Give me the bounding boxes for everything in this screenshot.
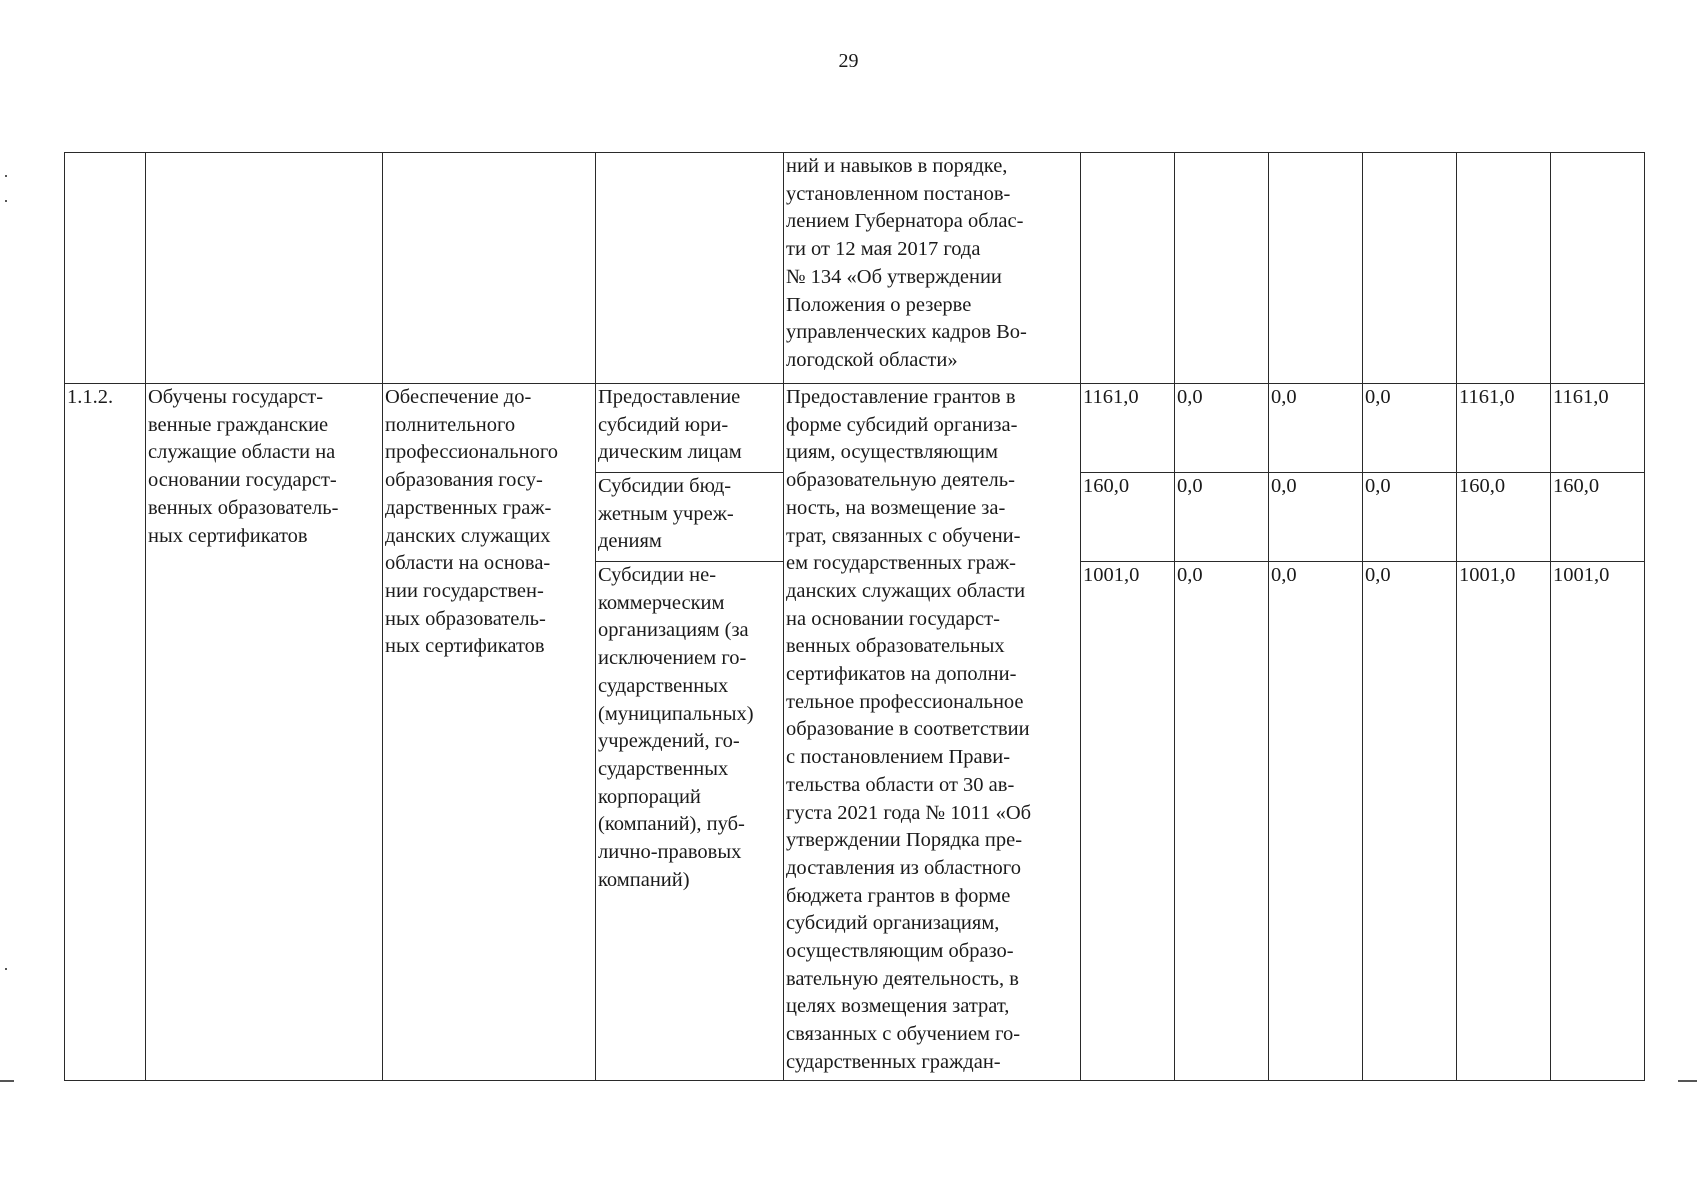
basis-line: густа 2021 года № 1011 «Об <box>786 801 1032 824</box>
value-cell: 0,0 <box>1175 562 1269 1081</box>
basis-line: венных образовательных <box>786 635 1005 658</box>
basis-line: осуществляющим образо- <box>786 940 1014 963</box>
value-cell: 0,0 <box>1269 384 1363 473</box>
subsidy-type-line: Субсидии бюд- <box>598 475 732 497</box>
cont-value-cell <box>1363 153 1457 384</box>
value-cell: 1161,0 <box>1457 384 1551 473</box>
event-line: образования госу- <box>385 469 543 492</box>
cont-basis-line: логодской области» <box>786 348 958 371</box>
basis-line: утверждении Порядка пре- <box>786 829 1023 852</box>
subsidy-type-cell <box>596 384 784 473</box>
value-cell: 0,0 <box>1363 384 1457 473</box>
basis-line: тельства области от 30 ав- <box>786 773 1015 796</box>
subsidy-type-cell <box>596 473 784 562</box>
value-cell: 160,0 <box>1551 473 1645 562</box>
event-line: дарственных граж- <box>385 496 552 519</box>
subsidy-type-line: (муниципальных) <box>598 702 754 725</box>
subsidy-type-line: лично-правовых <box>598 841 742 864</box>
subsidy-type-line: компаний) <box>598 868 690 891</box>
value-cell: 0,0 <box>1269 473 1363 562</box>
basis-line: субсидий организациям, <box>786 912 1000 935</box>
basis-line: ем государственных граж- <box>786 552 1016 575</box>
scan-mark <box>5 968 7 970</box>
event-line: Обеспечение до- <box>385 386 532 408</box>
result-line: Обучены государст- <box>148 386 324 408</box>
basis-line: вательную деятельность, в <box>786 967 1019 990</box>
page-number: 29 <box>838 50 859 72</box>
basis-line: с постановлением Прави- <box>786 746 1011 769</box>
result-line: венных образователь- <box>148 496 339 519</box>
subsidy-type-line: сударственных <box>598 757 729 780</box>
subsidy-type-line: жетным учреж- <box>598 502 734 525</box>
event-line: ных образователь- <box>385 607 546 630</box>
basis-line: сударственных граждан- <box>786 1050 1001 1073</box>
value-cell: 1001,0 <box>1457 562 1551 1081</box>
basis-line: образование в соответствии <box>786 718 1030 741</box>
subsidy-type-line: сударственных <box>598 674 729 697</box>
event-line: области на основа- <box>385 552 551 575</box>
subsidy-type-line: учреждений, го- <box>598 730 740 753</box>
cont-type-cell <box>596 153 784 384</box>
subsidy-type-line: корпораций <box>598 785 701 808</box>
subsidy-type-line: Предоставление <box>598 386 741 408</box>
basis-line: Предоставление грантов в <box>786 386 1016 408</box>
basis-line: форме субсидий организа- <box>786 413 1018 436</box>
subsidy-type-line: (компаний), пуб- <box>598 813 745 836</box>
event-line: нии государствен- <box>385 579 544 602</box>
event-cell <box>383 384 596 1081</box>
table-row <box>65 384 1645 473</box>
cont-result-cell <box>146 153 383 384</box>
subsidy-type-line: дическим лицам <box>598 441 742 464</box>
basis-line: ность, на возмещение за- <box>786 496 1006 519</box>
cont-value-cell <box>1457 153 1551 384</box>
event-line: ных сертификатов <box>385 635 545 658</box>
subsidy-type-line: организациям (за <box>598 619 749 642</box>
value-cell: 0,0 <box>1363 562 1457 1081</box>
cont-basis-cell <box>784 153 1081 384</box>
basis-line: бюджета грантов в форме <box>786 884 1011 907</box>
cont-value-cell <box>1269 153 1363 384</box>
value-cell: 0,0 <box>1363 473 1457 562</box>
subsidy-type-cell <box>596 562 784 1081</box>
basis-line: на основании государст- <box>786 607 1000 630</box>
scan-mark <box>5 175 7 177</box>
value-cell: 0,0 <box>1175 473 1269 562</box>
continuation-row <box>65 153 1645 384</box>
cont-value-cell <box>1175 153 1269 384</box>
basis-line: образовательную деятель- <box>786 469 1015 492</box>
cont-number-cell <box>65 153 146 384</box>
value-cell: 160,0 <box>1457 473 1551 562</box>
basis-cell <box>784 384 1081 1081</box>
subsidy-type-line: дениям <box>598 530 662 553</box>
subsidy-type-line: исключением го- <box>598 647 747 670</box>
subsidy-type-line: коммерческим <box>598 591 725 614</box>
result-cell <box>146 384 383 1081</box>
cont-value-cell <box>1081 153 1175 384</box>
cont-basis-line: Положения о резерве <box>786 293 972 316</box>
result-line: венные гражданские <box>148 413 329 436</box>
row-number: 1.1.2. <box>65 384 146 1081</box>
basis-line: циям, осуществляющим <box>786 441 998 464</box>
cont-basis-line: лением Губернатора облас- <box>786 210 1024 233</box>
cont-basis-line: № 134 «Об утверждении <box>786 265 1002 288</box>
value-cell: 1001,0 <box>1081 562 1175 1081</box>
event-line: полнительного <box>385 413 516 436</box>
scan-mark <box>1678 1080 1697 1082</box>
basis-line: данских служащих области <box>786 579 1026 602</box>
value-cell: 1001,0 <box>1551 562 1645 1081</box>
cont-value-cell <box>1551 153 1645 384</box>
cont-event-cell <box>383 153 596 384</box>
cont-basis-line: управленческих кадров Во- <box>786 321 1027 344</box>
basis-line: целях возмещения затрат, <box>786 995 1010 1018</box>
basis-line: связанных с обучением го- <box>786 1023 1021 1046</box>
value-cell: 1161,0 <box>1551 384 1645 473</box>
scan-mark <box>0 1080 14 1082</box>
subsidy-type-line: Субсидии не- <box>598 564 717 586</box>
event-line: профессионального <box>385 441 558 464</box>
result-line: служащие области на <box>148 441 336 464</box>
result-line: основании государст- <box>148 469 337 492</box>
basis-line: тельное профессиональное <box>786 690 1024 713</box>
value-cell: 0,0 <box>1175 384 1269 473</box>
value-cell: 1161,0 <box>1081 384 1175 473</box>
basis-line: трат, связанных с обучени- <box>786 524 1021 547</box>
cont-basis-line: установленном постанов- <box>786 182 1011 205</box>
cont-basis-line: ний и навыков в порядке, <box>786 155 1008 177</box>
cont-basis-line: ти от 12 мая 2017 года <box>786 238 981 261</box>
program-table <box>64 152 1645 1081</box>
subsidy-type-line: субсидий юри- <box>598 413 729 436</box>
value-cell: 160,0 <box>1081 473 1175 562</box>
scan-mark <box>5 200 7 202</box>
value-cell: 0,0 <box>1269 562 1363 1081</box>
basis-line: доставления из областного <box>786 856 1021 879</box>
result-line: ных сертификатов <box>148 524 308 547</box>
basis-line: сертификатов на дополни- <box>786 663 1017 686</box>
event-line: данских служащих <box>385 524 551 547</box>
